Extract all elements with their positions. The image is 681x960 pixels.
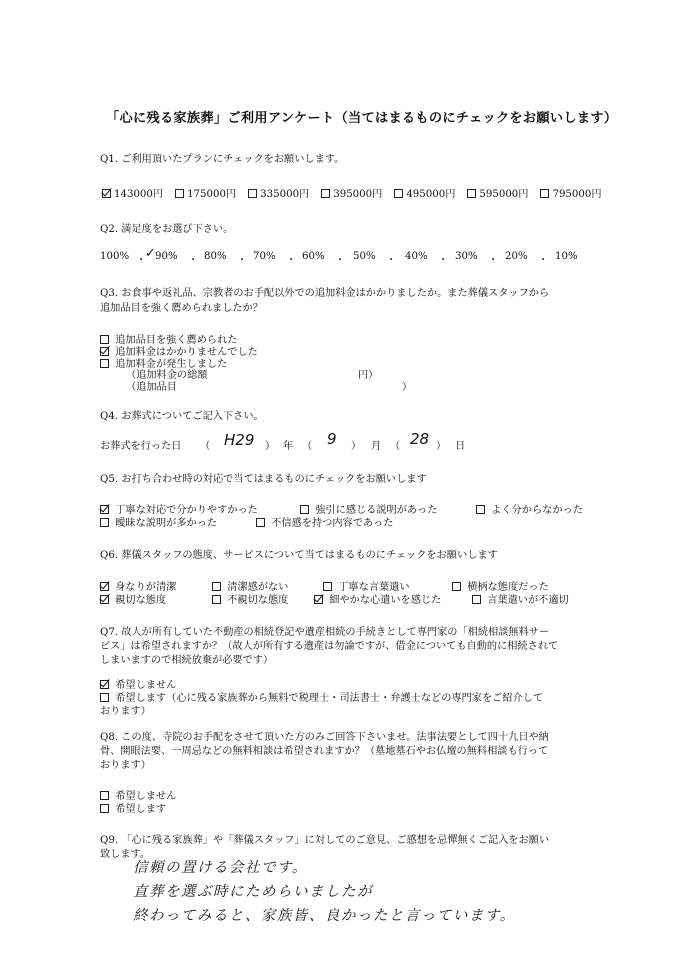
scale-separator: ・: [538, 255, 549, 266]
q1-option-175000[interactable]: 175000円: [175, 185, 236, 200]
checkbox[interactable]: [394, 189, 403, 198]
q1-option-495000[interactable]: 495000円: [394, 185, 455, 200]
scale-separator: ・: [286, 255, 297, 266]
q4-year-unit: 年: [283, 441, 294, 452]
q8-question-line1: Q8. この度、寺院のお手配をさせて頂いた方のみご回答下さいませ。法事法要として四十九日や納: [100, 732, 549, 743]
q1-option-795000[interactable]: 795000円: [540, 185, 601, 200]
page-title: 「心に残る家族葬」ご利用アンケート（当てはまるものにチェックをお願いします）: [106, 111, 618, 126]
checkbox[interactable]: [467, 189, 476, 198]
scale-90[interactable]: 90%: [155, 251, 178, 262]
checkbox[interactable]: [212, 595, 221, 604]
paren-close: ）: [351, 441, 362, 452]
q6-option-3[interactable]: 丁寧な言葉遣い: [323, 578, 410, 593]
checkmark-icon: ✓: [145, 246, 156, 261]
q5-option-2[interactable]: 強引に感じる説明があった: [300, 501, 437, 516]
q3-additional-amount-label: （追加料金の総額: [126, 370, 208, 381]
q6-option-4[interactable]: 横柄な態度だった: [452, 578, 549, 593]
checkbox[interactable]: [100, 791, 109, 800]
q8-option-yes[interactable]: 希望します: [100, 800, 166, 815]
q2-question: Q2. 満足度をお選び下さい。: [100, 224, 234, 235]
q9-answer-line2[interactable]: 直葬を選ぶ時にためらいましたが: [133, 884, 373, 900]
q7-question-line2: ビス」は希望されますか？（故人が所有する遺産は勿論ですが、借金についても自動的に相続されて: [100, 641, 559, 652]
scale-separator: ・: [438, 255, 449, 266]
checkbox[interactable]: [102, 189, 111, 198]
q4-month-unit: 月: [371, 441, 382, 452]
checkbox[interactable]: [100, 505, 109, 514]
checkbox[interactable]: [300, 505, 309, 514]
q3-additional-items-end: ）: [402, 382, 413, 393]
checkbox[interactable]: [248, 189, 257, 198]
q8-option-no[interactable]: 希望しません: [100, 787, 176, 802]
q4-era-year-input[interactable]: H29: [224, 431, 255, 449]
q7-option-yes[interactable]: 希望します（心に残る家族葬から無料で税理士・司法書士・弁護士などの専門家をご紹介して: [100, 689, 543, 704]
q6-question: Q6. 葬儀スタッフの態度、サービスについて当てはまるものにチェックをお願いします: [100, 550, 498, 561]
scale-separator: ・: [386, 255, 397, 266]
scale-50[interactable]: 50%: [353, 251, 376, 262]
scale-separator: ・: [335, 255, 346, 266]
paren-open: （: [302, 441, 313, 452]
checkbox[interactable]: [100, 582, 109, 591]
scale-30[interactable]: 30%: [455, 251, 478, 262]
q6-option-5[interactable]: 親切な態度: [100, 591, 166, 606]
q3-option-1[interactable]: 追加品目を強く薦められた: [100, 331, 238, 346]
q6-option-6[interactable]: 不親切な態度: [212, 591, 288, 606]
checkbox[interactable]: [476, 505, 485, 514]
q1-option-335000[interactable]: 335000円: [248, 185, 309, 200]
scale-separator: ・: [136, 255, 147, 266]
q5-question: Q5. お打ち合わせ時の対応で当てはまるものにチェックをお願いします: [100, 474, 427, 485]
q9-question-line2: 致します。: [100, 849, 151, 860]
checkbox[interactable]: [472, 595, 481, 604]
q4-day-unit: 日: [455, 441, 466, 452]
scale-separator: ・: [188, 255, 199, 266]
q1-option-143000[interactable]: 143000円: [102, 185, 163, 200]
q4-day-input[interactable]: 28: [410, 430, 430, 448]
checkbox[interactable]: [100, 804, 109, 813]
scale-70[interactable]: 70%: [253, 251, 276, 262]
checkbox[interactable]: [212, 582, 221, 591]
checkbox[interactable]: [452, 582, 461, 591]
q5-option-1[interactable]: 丁寧な対応で分かりやすかった: [100, 501, 258, 516]
q4-date-label: お葬式を行った日: [100, 441, 182, 452]
q7-question-line1: Q7. 故人が所有していた不動産の相続登記や遺産相続の手続きとして専門家の「相続相談無料サー: [100, 627, 550, 638]
paren-open: （: [390, 441, 401, 452]
q6-option-7[interactable]: 細やかな心遣いを感じた: [314, 591, 441, 606]
q9-answer-line1[interactable]: 信頼の置ける会社です。: [133, 860, 308, 876]
q6-option-8[interactable]: 言葉遣いが不適切: [472, 591, 569, 606]
paren-open: （: [200, 441, 211, 452]
scale-separator: ・: [237, 255, 248, 266]
q1-options: [102, 185, 602, 200]
paren-close: ）: [265, 441, 276, 452]
scale-20[interactable]: 20%: [505, 251, 528, 262]
scale-60[interactable]: 60%: [302, 251, 325, 262]
checkbox[interactable]: [540, 189, 549, 198]
paren-close: ）: [436, 441, 447, 452]
checkbox[interactable]: [321, 189, 330, 198]
q9-answer-line3[interactable]: 終わってみると、家族皆、良かったと言っています。: [133, 908, 516, 924]
scale-100[interactable]: 100%: [100, 251, 130, 262]
scale-10[interactable]: 10%: [555, 251, 578, 262]
q3-additional-items-label: （追加品目: [126, 382, 177, 393]
q5-option-5[interactable]: 不信感を持つ内容であった: [256, 514, 393, 529]
q4-month-input[interactable]: 9: [327, 430, 337, 448]
checkbox[interactable]: [256, 518, 265, 527]
q6-option-2[interactable]: 清潔感がない: [212, 578, 288, 593]
checkbox[interactable]: [100, 518, 109, 527]
q3-option-2[interactable]: 追加料金はかかりませんでした: [100, 343, 258, 358]
scale-separator: ・: [488, 255, 499, 266]
checkbox[interactable]: [100, 595, 109, 604]
q1-option-395000[interactable]: 395000円: [321, 185, 382, 200]
q7-option-no[interactable]: 希望しません: [100, 676, 176, 691]
q8-question-line2: 骨、開眼法要、一周忌などの無料相談は希望されますか？（墓地墓石やお仏壇の無料相談も行って: [100, 746, 549, 757]
q8-question-line3: おります）: [100, 760, 151, 771]
checkbox[interactable]: [175, 189, 184, 198]
q4-question: Q4. お葬式についてご記入下さい。: [100, 411, 264, 422]
checkbox[interactable]: [323, 582, 332, 591]
q5-option-3[interactable]: よく分からなかった: [476, 501, 583, 516]
checkbox[interactable]: [314, 595, 323, 604]
q3-option-3[interactable]: 追加料金が発生しました: [100, 355, 227, 370]
q3-question-line2: 追加品目を強く薦められましたか？: [100, 303, 263, 314]
checkbox[interactable]: [100, 359, 109, 368]
checkbox[interactable]: [100, 680, 109, 689]
q1-question: Q1. ご利用頂いたプランにチェックをお願いします。: [100, 154, 345, 165]
scale-80[interactable]: 80%: [204, 251, 227, 262]
scale-40[interactable]: 40%: [405, 251, 428, 262]
q1-option-595000[interactable]: 595000円: [467, 185, 528, 200]
q5-option-4[interactable]: 曖昧な説明が多かった: [100, 514, 217, 529]
q7-question-line3: しまいますので相続放棄が必要です）: [100, 655, 274, 666]
checkbox[interactable]: [100, 693, 109, 702]
q3-question-line1: Q3. お食事や返礼品、宗教者のお手配以外での追加料金はかかりましたか。また葬儀スタッフから: [100, 288, 550, 299]
q7-option-yes-cont: おります）: [100, 706, 151, 717]
q9-question-line1: Q9. 「心に残る家族葬」や「葬儀スタッフ」に対してのご意見、ご感想を忌憚無くご記入をお願い: [100, 835, 550, 846]
q3-additional-amount-end: 円）: [358, 370, 379, 381]
q6-option-1[interactable]: 身なりが清潔: [100, 578, 176, 593]
